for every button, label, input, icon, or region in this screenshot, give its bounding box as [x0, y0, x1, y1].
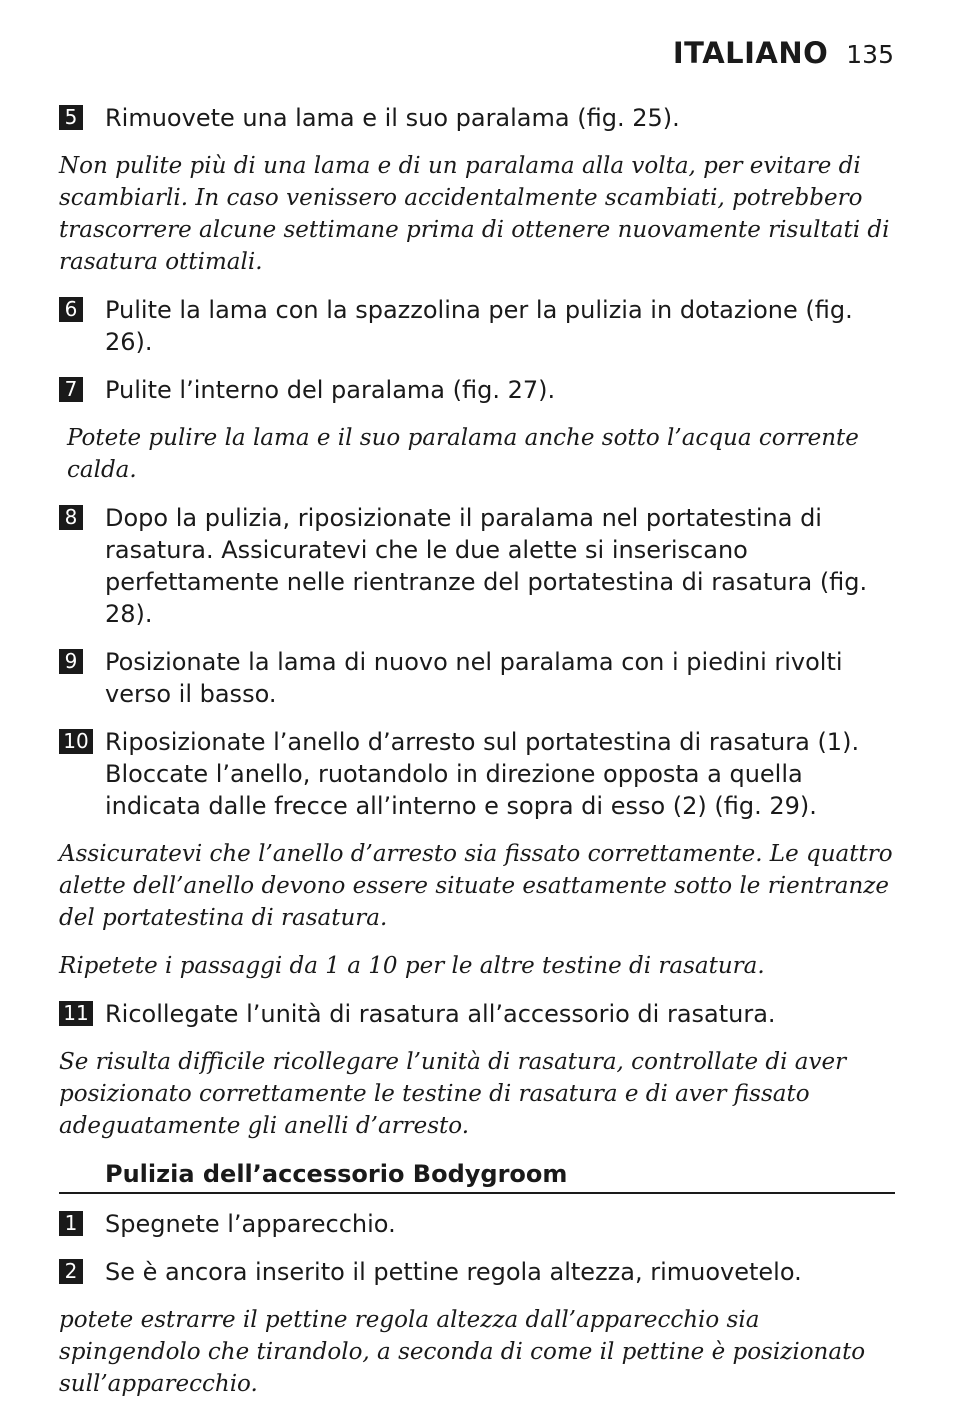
- step-8: [59, 502, 895, 630]
- note: Potete pulire la lama e il suo paralama anche sotto l’acqua corrente calda.: [67, 425, 859, 483]
- page-content: [59, 102, 895, 1416]
- step-2: [59, 1256, 895, 1288]
- step-text: Rimuovete una lama e il suo paralama (fig. 25).: [105, 104, 680, 132]
- step-7: [59, 374, 895, 406]
- page-number: 135: [846, 40, 894, 69]
- step-text: Dopo la pulizia, riposizionate il paralama nel portatestina di rasatura. Assicuratevi che le due alette si inseriscano perfettamente nelle rientranze del portatestina di rasatura (fig. 28).: [105, 504, 868, 628]
- step-text: Pulite l’interno del paralama (fig. 27).: [105, 376, 556, 404]
- step-9: [59, 646, 895, 710]
- step-number: 11: [59, 1001, 93, 1026]
- step-number: 9: [59, 649, 83, 674]
- note: Non pulite più di una lama e di un paralama alla volta, per evitare di scambiarli. In caso venissero accidentalmente scambiati, potrebbero trascorrere alcune settimane prima di ottenere nuovamente risultati di rasatura ottimali.: [59, 153, 890, 275]
- step-number: 8: [59, 505, 83, 530]
- step-text: Posizionate la lama di nuovo nel paralama con i piedini rivolti verso il basso.: [105, 648, 843, 708]
- step-text: Spegnete l’apparecchio.: [105, 1210, 396, 1238]
- step-1: [59, 1208, 895, 1240]
- step-6: [59, 294, 895, 358]
- step-number: 1: [59, 1211, 83, 1236]
- section-heading: Pulizia dell’accessorio Bodygroom: [59, 1158, 895, 1194]
- step-5: [59, 102, 895, 134]
- step-text: Ricollegate l’unità di rasatura all’accessorio di rasatura.: [105, 1000, 776, 1028]
- section-language: ITALIANO: [672, 36, 829, 70]
- step-number: 7: [59, 377, 83, 402]
- note: Ripetete i passaggi da 1 a 10 per le altre testine di rasatura.: [59, 953, 765, 979]
- step-number: 5: [59, 105, 83, 130]
- step-11: [59, 998, 895, 1030]
- note: potete estrarre il pettine regola altezza dall’apparecchio sia spingendolo che tirandolo, a seconda di come il pettine è posizionato sull’apparecchio.: [59, 1307, 866, 1397]
- page-header: [673, 36, 894, 70]
- note: Se risulta difficile ricollegare l’unità di rasatura, controllate di aver posizionato correttamente le testine di rasatura e di aver fissato adeguatamente gli anelli d’arresto.: [59, 1049, 847, 1139]
- step-10: [59, 726, 895, 822]
- step-text: Se è ancora inserito il pettine regola altezza, rimuovetelo.: [105, 1258, 802, 1286]
- step-number: 10: [59, 729, 93, 754]
- step-text: Riposizionate l’anello d’arresto sul portatestina di rasatura (1). Bloccate l’anello, ruotandolo in direzione opposta a quella indicata dalle frecce all’interno e sopra di esso (2) (fig. 29).: [105, 728, 860, 820]
- note: Assicuratevi che l’anello d’arresto sia fissato correttamente. Le quattro alette dell’anello devono essere situate esattamente sotto le rientranze del portatestina di rasatura.: [59, 841, 893, 931]
- step-text: Pulite la lama con la spazzolina per la pulizia in dotazione (fig. 26).: [105, 296, 853, 356]
- step-number: 2: [59, 1259, 83, 1284]
- step-number: 6: [59, 297, 83, 322]
